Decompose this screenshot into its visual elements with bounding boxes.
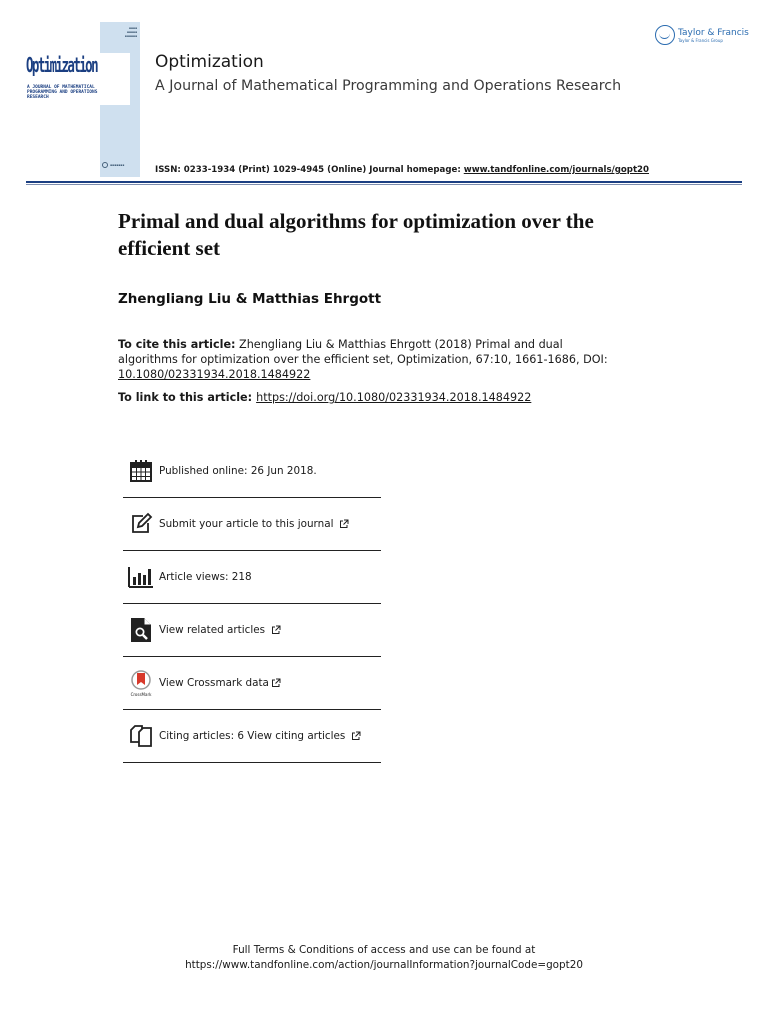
article-doi-link[interactable]: https://doi.org/10.1080/02331934.2018.1484922 (256, 391, 532, 404)
terms-footer-line1: Full Terms & Conditions of access and use can be found at (232, 944, 536, 956)
submit-article-item[interactable] (123, 498, 381, 551)
document-search-icon (127, 616, 155, 644)
crossmark-icon (127, 669, 155, 697)
cite-text: Zhengliang Liu & Matthias Ehrgott (2018) Primal and dual algorithms for optimization over the efficient set, Optimization, 67:10, 1661-1686, DOI: (118, 338, 608, 366)
cover-title-block (26, 53, 130, 105)
journal-homepage-link[interactable]: www.tandfonline.com/journals/gopt20 (463, 165, 650, 175)
related-articles-label: View related articles (159, 624, 266, 636)
crossmark-icon-text: CrossMark (130, 692, 152, 697)
journal-subtitle: A Journal of Mathematical Programming and Operations Research (155, 78, 622, 94)
calendar-icon (127, 457, 155, 485)
submit-article-label: Submit your article to this journal (159, 518, 334, 530)
external-link-icon (271, 625, 281, 635)
citing-articles-item[interactable] (123, 710, 381, 763)
tf-circle-icon (655, 25, 675, 45)
article-views-item (123, 551, 381, 604)
article-title: Primal and dual algorithms for optimization over the efficient set (118, 209, 594, 260)
external-link-icon (339, 519, 349, 529)
link-label: To link to this article: (118, 391, 253, 404)
journal-cover-thumbnail (26, 22, 140, 177)
article-authors: Zhengliang Liu & Matthias Ehrgott (118, 291, 382, 307)
edit-icon (127, 510, 155, 538)
cover-issue-info: ▪▪▪▪ ▪▪▪▪▪ ▪▪▪▪▪▪ (124, 26, 137, 38)
crossmark-item[interactable] (123, 657, 381, 710)
external-link-icon (351, 731, 361, 741)
article-views-label: Article views: 218 (159, 571, 252, 583)
issn-text: ISSN: 0233-1934 (Print) 1029-4945 (Online) Journal homepage: (155, 165, 464, 175)
cite-doi-link[interactable]: 10.1080/02331934.2018.1484922 (118, 368, 311, 381)
terms-footer-link[interactable]: https://www.tandfonline.com/action/journalInformation?journalCode=gopt20 (185, 959, 583, 971)
issn-line (155, 165, 649, 175)
bar-chart-icon (127, 563, 155, 591)
citing-icon (127, 722, 155, 750)
citing-articles-label: Citing articles: 6 View citing articles (159, 730, 346, 742)
published-online-item (123, 445, 381, 498)
header-divider-thin (26, 184, 742, 185)
crossmark-label: View Crossmark data (159, 677, 269, 689)
terms-footer (0, 943, 768, 973)
taylor-francis-logo[interactable] (655, 23, 755, 47)
journal-name: Optimization (155, 52, 264, 72)
cover-publisher-logo: ▪▪▪▪▪▪▪ (102, 159, 138, 171)
publisher-name: Taylor & Francis (678, 27, 749, 38)
external-link-icon (271, 678, 281, 688)
article-info-list (123, 445, 381, 763)
cover-subtitle: A JOURNAL OF MATHEMATICAL PROGRAMMING AND OPERATIONS RESEARCH (27, 85, 98, 100)
article-link-line (118, 391, 531, 404)
header-divider (26, 181, 742, 183)
cite-label: To cite this article: (118, 338, 236, 351)
publisher-group: Taylor & Francis Group (678, 37, 723, 43)
cover-title-word: Optimization (26, 53, 97, 77)
related-articles-item[interactable] (123, 604, 381, 657)
published-online-label: Published online: 26 Jun 2018. (159, 465, 317, 477)
citation-block (118, 337, 613, 382)
